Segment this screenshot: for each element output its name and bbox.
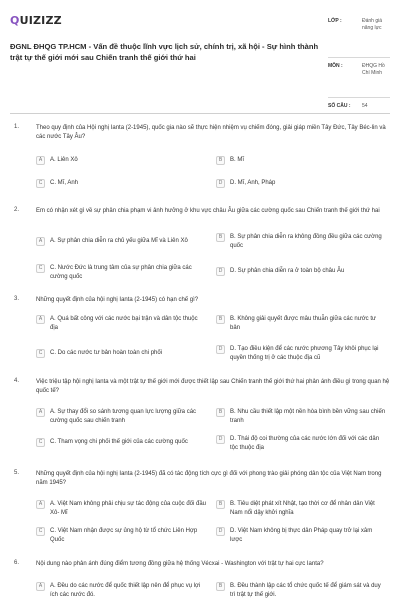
option-letter-box: C bbox=[36, 438, 45, 447]
option-letter-box: C bbox=[36, 264, 45, 273]
question-text: Theo quy định của Hội nghị Ianta (2-1945), quốc gia nào sẽ thực hiện nhiệm vụ chiếm đóng, giải giáp miền Tây Đức, Tây Béc-lin và các nước Tây Âu? bbox=[36, 125, 386, 140]
option-letter-box: D bbox=[216, 179, 225, 188]
option-text: C. Do các nước tư bản hoàn toàn chi phối bbox=[50, 350, 163, 356]
option-letter-box: C bbox=[36, 179, 45, 188]
option-text: B. Nhu cầu thiết lập một nền hòa bình bền vững sau chiến tranh bbox=[230, 409, 386, 424]
option-text: A. Quá bất công với các nước bại trận và dân tộc thuộc địa bbox=[50, 316, 198, 331]
option-text: B. Sự phân chia diễn ra không đồng đều giữa các cường quốc bbox=[230, 234, 382, 249]
option-text: A. Việt Nam không phải chịu sự tác động của cuộc đối đầu Xô- Mĩ bbox=[50, 501, 207, 516]
question-number: 5. bbox=[14, 470, 20, 476]
option-letter-box: C bbox=[36, 527, 45, 536]
question-text: Những quyết định của hội nghị Ianta (2-1945) đã có tác động tích cực gì đối với phong trào giải phóng dân tộc của Việt Nam trong năm 1945? bbox=[36, 471, 382, 486]
option-letter-box: D bbox=[216, 435, 225, 444]
option-letter-box: D bbox=[216, 267, 225, 276]
option-letter-box: D bbox=[216, 345, 225, 354]
logo-rest: UIZIZZ bbox=[19, 14, 62, 27]
option-text: D. Sự phân chia diễn ra ở toàn bộ châu Âu bbox=[230, 268, 345, 274]
question-text: Nội dung nào phản ánh đúng điểm tương đồng giữa hệ thống Vécxai - Washington với trật tự hai cực Ianta? bbox=[36, 561, 324, 567]
logo-q-mark: Q bbox=[10, 14, 20, 27]
option-letter-box: A bbox=[36, 408, 45, 417]
option-text: B. Mĩ bbox=[230, 157, 245, 163]
option-letter-box: B bbox=[216, 156, 225, 165]
option-text: A. Đều do các nước để quốc thiết lập nên để phục vụ lợi ích các nước đó. bbox=[50, 583, 201, 598]
option-letter-box: B bbox=[216, 408, 225, 417]
option-text: B. Không giải quyết được mâu thuẫn giữa các nước tư bản bbox=[230, 316, 377, 331]
option-letter-box: A bbox=[36, 500, 45, 509]
meta-subject-value: ĐHQG Hồ Chí Minh bbox=[362, 63, 385, 76]
question-number: 4. bbox=[14, 378, 20, 384]
question-text: Những quyết định của hội nghị Ianta (2-1945) có hạn chế gì? bbox=[36, 297, 199, 303]
option-text: A. Liên Xô bbox=[50, 157, 78, 163]
question-number: 1. bbox=[14, 124, 20, 130]
option-text: D. Việt Nam không bị thực dân Pháp quay trở lại xâm lược bbox=[230, 528, 373, 543]
option-letter-box: B bbox=[216, 315, 225, 324]
meta-subject-row bbox=[328, 61, 390, 98]
option-text: D. Tạo điều kiện để các nước phương Tây khôi phục lại quyền thống trị ở các thuộc địa cũ bbox=[230, 346, 379, 361]
meta-count-label: SỐ CÂU : bbox=[328, 103, 351, 109]
question-number: 6. bbox=[14, 560, 20, 566]
option-text: C. Việt Nam nhận được sự ủng hộ từ tổ chức Liên Hợp Quốc bbox=[50, 528, 198, 543]
option-text: B. Tiêu diệt phát xít Nhật, tạo thời cơ để nhân dân Việt Nam nổi dậy khởi nghĩa bbox=[230, 501, 375, 516]
option-letter-box: A bbox=[36, 582, 45, 591]
question-text: Việc triệu tập hội nghị Ianta và một trật tự thế giới mới được thiết lập sau Chiến tranh thế giới thứ hai phản ánh điều gì trong quan hệ quốc tế? bbox=[36, 379, 390, 394]
option-text: C. Tham vọng chi phối thế giới của các cường quốc bbox=[50, 439, 188, 445]
option-letter-box: A bbox=[36, 315, 45, 324]
option-letter-box: D bbox=[216, 527, 225, 536]
header-divider bbox=[10, 113, 390, 114]
meta-count-value: 54 bbox=[362, 103, 368, 109]
option-text: D. Mĩ, Anh, Pháp bbox=[230, 180, 276, 186]
option-text: A. Sự thay đổi so sánh tương quan lực lượng giữa các cường quốc sau chiến tranh bbox=[50, 409, 197, 424]
meta-class-value: Đánh giá năng lực bbox=[362, 18, 383, 31]
worksheet-meta bbox=[328, 16, 390, 113]
option-letter-box: B bbox=[216, 582, 225, 591]
option-text: A. Sự phân chia diễn ra chủ yếu giữa Mĩ và Liên Xô bbox=[50, 238, 188, 244]
option-text: C. Nước Đức là trung tâm của sự phân chia giữa các cường quốc bbox=[50, 265, 192, 280]
meta-count-row bbox=[328, 101, 390, 113]
quizizz-logo bbox=[10, 14, 62, 27]
worksheet-title: ĐGNL ĐHQG TP.HCM - Vấn đề thuộc lĩnh vực lịch sử, chính trị, xã hội - Sự hình thành trật tự thế giới mới sau Chiến tranh thế giới thứ hai bbox=[10, 42, 319, 62]
option-text: D. Thái độ coi thường của các nước lớn đối với các dân tộc thuộc địa bbox=[230, 436, 380, 451]
option-letter-box: A bbox=[36, 156, 45, 165]
option-text: B. Đều thành lập các tổ chức quốc tế để giám sát và duy trì trật tự thế giới. bbox=[230, 583, 381, 598]
option-letter-box: C bbox=[36, 349, 45, 358]
question-number: 3. bbox=[14, 296, 20, 302]
option-letter-box: B bbox=[216, 233, 225, 242]
question-text: Em có nhận xét gì về sự phân chia phạm vi ảnh hưởng ở khu vực châu Âu giữa các cường quốc sau Chiến tranh thế giới thứ hai bbox=[36, 208, 380, 214]
option-text: C. Mĩ, Anh bbox=[50, 180, 79, 186]
meta-subject-label: MÔN : bbox=[328, 63, 343, 69]
question-number: 2. bbox=[14, 207, 20, 213]
worksheet-header bbox=[10, 10, 390, 115]
meta-class-label: LỚP : bbox=[328, 18, 342, 24]
option-letter-box: B bbox=[216, 500, 225, 509]
option-letter-box: A bbox=[36, 237, 45, 246]
meta-class-row bbox=[328, 16, 390, 58]
